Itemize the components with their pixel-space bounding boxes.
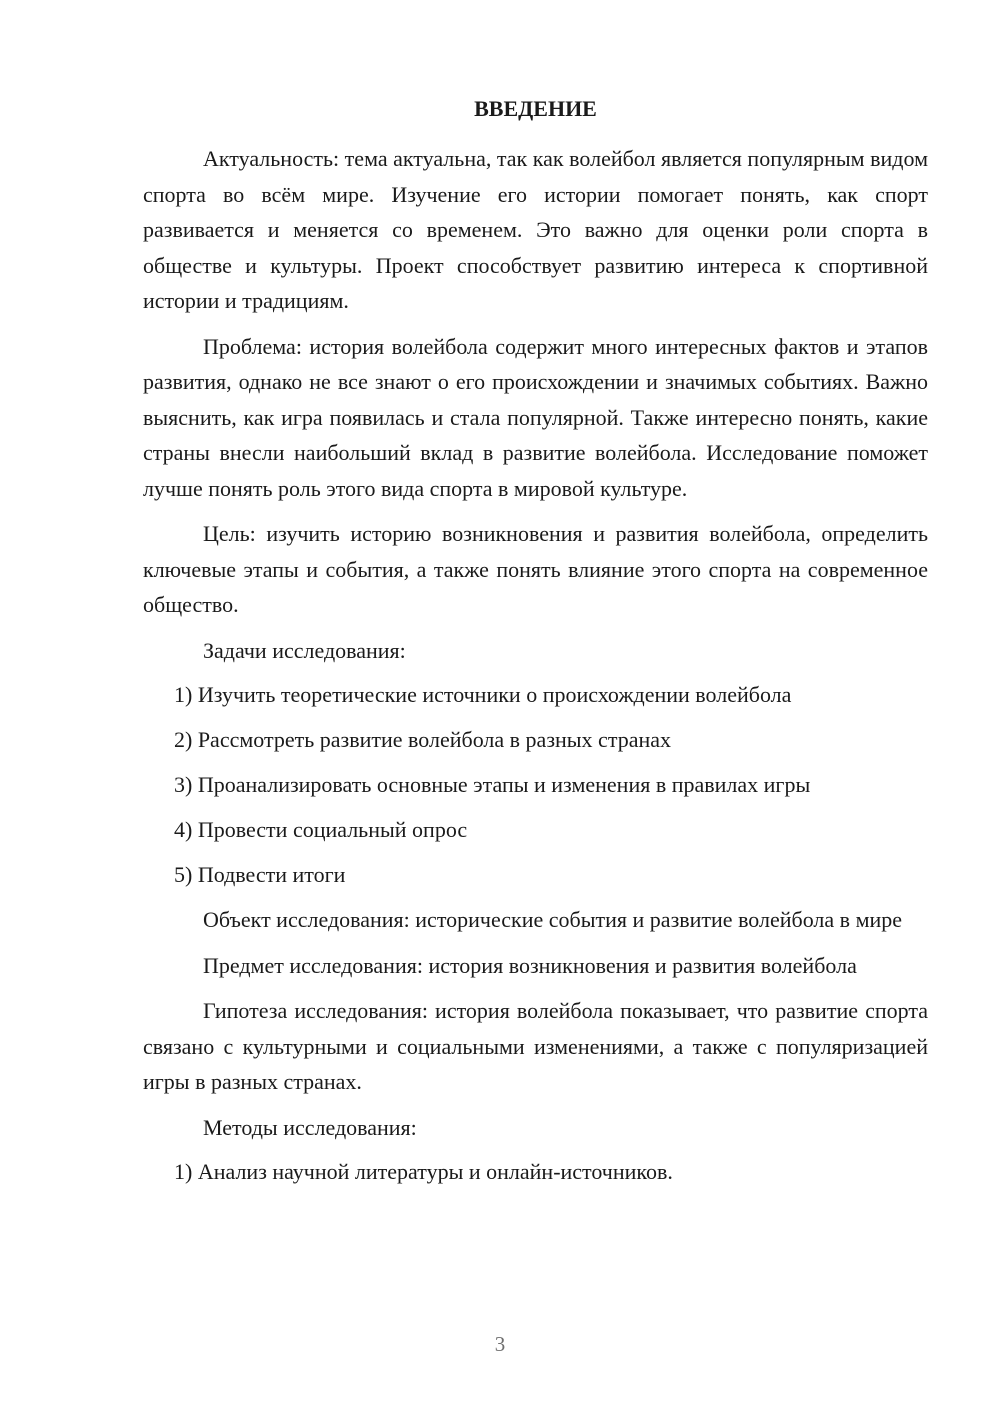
list-item: 1) Анализ научной литературы и онлайн-источников. — [174, 1159, 673, 1184]
list-item: 2) Рассмотреть развитие волейбола в разных странах — [174, 727, 672, 752]
methods-list — [143, 1154, 928, 1190]
list-item: 1) Изучить теоретические источники о происхождении волейбола — [174, 682, 792, 707]
relevance-paragraph: Актуальность: тема актуальна, так как волейбол является популярным видом спорта во всём мире. Изучение его истории помогает понять, как спорт развивается и меняется со временем. Это важно для оценки роли спорта в обществе и культуры. Проект способствует развитию интереса к спортивной истории и традициям. — [143, 146, 928, 313]
document-page — [143, 93, 928, 1199]
tasks-list — [143, 677, 928, 893]
methods-label: Методы исследования: — [203, 1114, 417, 1140]
goal-paragraph: Цель: изучить историю возникновения и развития волейбола, определить ключевые этапы и события, а также понять влияние этого спорта на современное общество. — [143, 521, 928, 617]
list-item: 4) Провести социальный опрос — [174, 817, 468, 842]
problem-paragraph: Проблема: история волейбола содержит много интересных фактов и этапов развития, однако не все знают о его происхождении и значимых событиях. Важно выяснить, как игра появилась и стала популярной. Также интересно понять, какие страны внесли наибольший вклад в развитие волейбола. Исследование поможет лучше понять роль этого вида спорта в мировой культуре. — [143, 333, 928, 501]
tasks-label: Задачи исследования: — [203, 637, 406, 663]
section-heading: ВВЕДЕНИЕ — [474, 96, 597, 121]
page-number: 3 — [494, 1332, 506, 1356]
object-paragraph: Объект исследования: исторические события и развитие волейбола в мире — [203, 907, 903, 932]
list-item: 3) Проанализировать основные этапы и изменения в правилах игры — [174, 772, 811, 797]
hypothesis-paragraph: Гипотеза исследования: история волейбола показывает, что развитие спорта связано с культурными и социальными изменениями, а также с популяризацией игры в разных странах. — [143, 998, 928, 1094]
list-item: 5) Подвести итоги — [174, 862, 346, 887]
subject-paragraph: Предмет исследования: история возникновения и развития волейбола — [203, 952, 857, 978]
